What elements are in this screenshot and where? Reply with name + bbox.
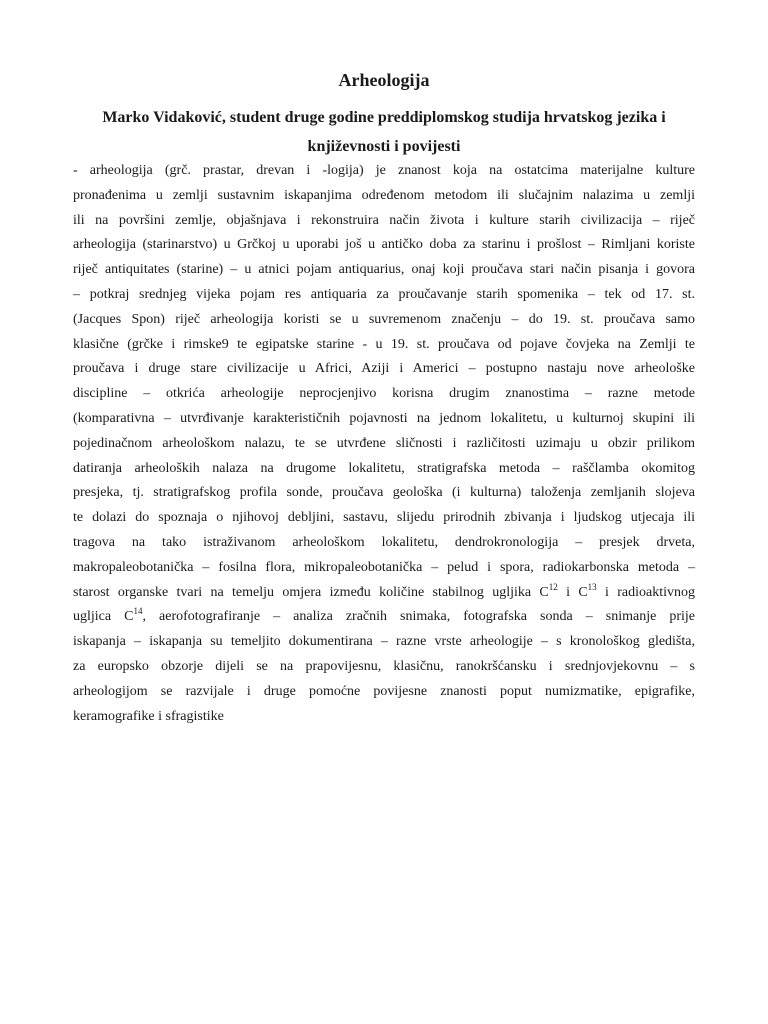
body-line-carbon14 [73, 605, 695, 630]
body-text-segment: starost organske tvari na temelju omjera između količine stabilnog ugljika C [73, 584, 549, 600]
body-text-segment: i radioaktivnog [596, 584, 695, 600]
body-line-isotopes [73, 581, 695, 606]
body-line: pronađenima u zemlji sustavnim iskapanjima određenom metodom ili slučajnim nalazima u zemlji [73, 187, 695, 203]
body-line: datiranja arheoloških nalaza na drugome lokalitetu, stratigrafska metoda – raščlamba okomitog [73, 460, 695, 476]
body-line: discipline – otkrića arheologije neprocjenjivo korisna drugim znanostima – razne metode [73, 386, 695, 402]
body-text-segment: i C [557, 584, 588, 600]
body-text-segment: , aerofotografiranje – analiza zračnih snimaka, fotografska sonda – snimanje prije [142, 609, 696, 625]
body-line: – potkraj srednjeg vijeka pojam res antiquaria za proučavanje starih spomenika – tek od 17. st. [73, 286, 695, 302]
body-line: klasične (grčke i rimske9 te egipatske starine - u 19. st. proučava od pojave čovjeka na Zemlji te [73, 336, 695, 352]
body-line: ili na površini zemlje, objašnjava i rekonstruira način života i kulture starih civilizacija – riječ [73, 212, 695, 228]
body-line-last: keramografike i sfragistike [73, 708, 224, 724]
body-line: pojedinačnom arheološkom nalazu, te se utvrđene sličnosti i različitosti uzimaju u obzir prilikom [73, 435, 695, 451]
body-text-segment: ugljica C [73, 609, 134, 625]
body-line: tragova na tako istraživanom arheološkom lokalitetu, dendrokronologija – presjek drveta, [73, 534, 695, 550]
author-subtitle: Marko Vidaković, student druge godine preddiplomskog studija hrvatskog jezika i književnosti i povijesti [102, 109, 666, 155]
body-line: te dolazi do spoznaja o njihovoj debljini, sastavu, slijedu prirodnih zbivanja i ljudskog utjecaja ili [73, 510, 695, 526]
superscript-13: 13 [587, 581, 597, 592]
body-line: - arheologija (grč. prastar, drevan i -logija) je znanost koja na ostatcima materijalne kulture [73, 163, 695, 178]
body-line: riječ antiquitates (starine) – u atnici pojam antiquarius, onaj koji proučava stari način pisanja i govora [73, 262, 695, 278]
body-line: (Jacques Spon) riječ arheologija koristi se u suvremenom značenju – do 19. st. proučava samo [73, 311, 695, 327]
superscript-12: 12 [548, 581, 558, 592]
body-line: presjeka, tj. stratigrafskog profila sonde, proučava geološka (i kulturna) taloženja zemljanih slojeva [73, 485, 695, 501]
body-line: arheologijom se razvijale i druge pomoćne povijesne znanosti poput numizmatike, epigrafike, [73, 683, 695, 699]
page-title: Arheologija [338, 70, 430, 90]
body-line: za europsko obzorje dijeli se na prapovijesnu, klasičnu, ranokršćansku i srednjovjekovnu – s [73, 658, 695, 674]
body-line: arheologija (starinarstvo) u Grčkoj u uporabi još u antičko doba za starinu i prošlost – Rimljani koriste [73, 237, 695, 253]
body-line: proučava i druge stare civilizacije u Africi, Aziji i Americi – postupno nastaju nove arheološke [73, 361, 695, 377]
body-line: makropaleobotanička – fosilna flora, mikropaleobotanička – pelud i spora, radiokarbonska metoda – [73, 559, 695, 575]
superscript-14: 14 [133, 606, 143, 617]
body-line: iskapanja – iskapanja su temeljito dokumentirana – razne vrste arheologije – s kronološkog gledišta, [73, 634, 695, 650]
body-paragraph [73, 159, 695, 729]
body-line: (komparativna – utvrđivanje karakterističnih pojavnosti na jednom lokalitetu, u kulturnoj skupini ili [73, 410, 695, 426]
